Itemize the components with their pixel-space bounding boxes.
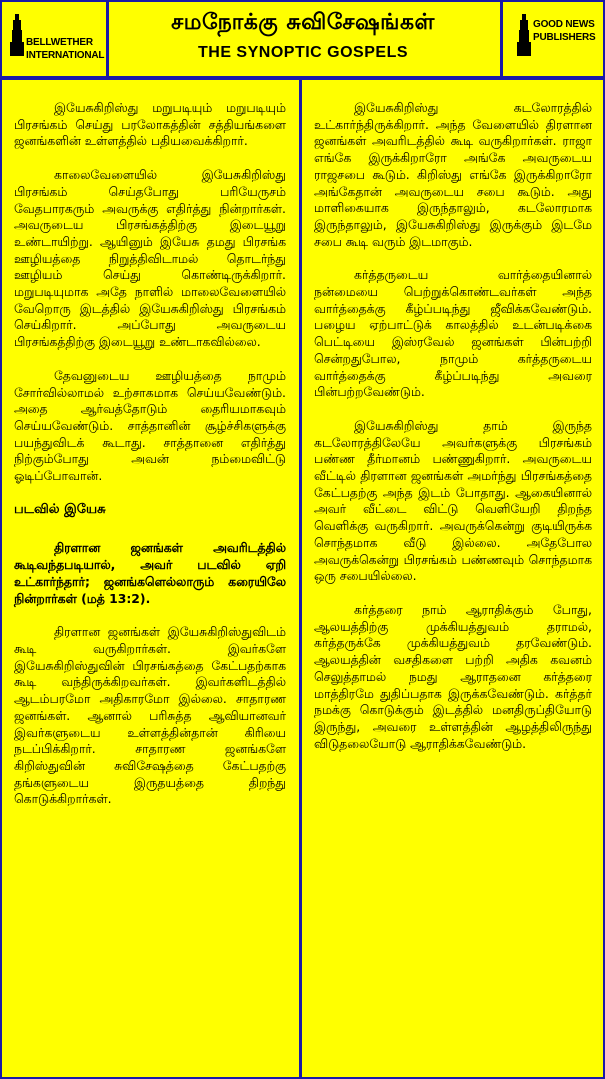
tower-icon <box>517 14 531 56</box>
header-divider <box>0 76 605 80</box>
logo-line-1: BELLWETHER <box>26 37 93 48</box>
column-divider <box>299 78 302 1079</box>
logo-line-1: GOOD NEWS <box>533 19 595 30</box>
section-heading: படவில் இயேசு <box>14 501 106 517</box>
good-news-publishers-logo <box>500 2 603 76</box>
logo-line-2: INTERNATIONAL <box>26 50 105 61</box>
paragraph: இயேசுகிறிஸ்து கடலோரத்தில் உட்கார்ந்திருக்கிறார். அந்த வேளையில் திரளான ஜனங்கள் அவரிடத்தில் கூடி வருகிறார்கள். ராஜா எங்கே இருக்கிறாரோ அங்கே அவருடைய ராஜசபை கூடும். கிறிஸ்து எங்கே இருக்கிறாரோ அங்கேதான் அவருடைய சபை கூடும். அது மாளிகையாக இருந்தாலும், கடலோரமாக இருந்தாலும், இயேசுகிறிஸ்து இருக்கும் இடமே சபை கூடி வரும் இடமாகும். <box>314 100 592 249</box>
header <box>2 2 603 76</box>
paragraph: கர்த்தரை நாம் ஆராதிக்கும் போது, ஆலயத்திற்கு முக்கியத்துவம் தராமல், கர்த்தருக்கே முக்கியத்துவம் தரவேண்டும். ஆலயத்தின் வசதிகளை பற்றி அதிக கவனம் செலுத்தாமல் நமது ஆராதனை கர்த்தரை மாத்திரமே துதிப்பதாக இருக்கவேண்டும். கர்த்தர் நமக்கு கொடுக்கும் இடத்தில் மனதிருப்தியோடு இருந்து, அவரை உள்ளத்தின் ஆழத்திலிருந்து விடுதலையோடு ஆராதிக்கவேண்டும். <box>314 601 592 751</box>
page-title-english: THE SYNOPTIC GOSPELS <box>197 44 409 61</box>
logo-line-2: PUBLISHERS <box>533 32 596 43</box>
page-title-tamil: சமநோக்கு சுவிசேஷங்கள் <box>171 10 435 35</box>
paragraph: காலைவேளையில் இயேசுகிறிஸ்து பிரசங்கம் செய்தபோது பரியேருசம் வேதபாரகரும் அவருக்கு எதிர்த்து நின்றார்கள். அவருடைய பிரசங்கத்திற்கு இடையூறு உண்டாயிற்று. ஆயினும் இயேசு தமது பிரசங்க ஊழியத்தை நிறுத்திவிடாமல் தொடர்ந்து ஊழியம் செய்து கொண்டிருக்கிறார். மறுபடியுமாக அதே நாளில் மாலைவேளையில் வேறொரு இடத்தில் இயேசுகிறிஸ்து பிரசங்கம் செய்கிறார். அப்போது அவருடைய பிரசங்கத்திற்கு இடையூறு உண்டாகவில்லை. <box>14 167 286 350</box>
scripture-quote: திரளான ஜனங்கள் அவரிடத்தில் கூடிவந்தபடியால், அவர் படவில் ஏறி உட்கார்ந்தார்; ஜனங்களெல்லாரும் கரையிலே நின்றார்கள் (மத் 13:2). <box>14 540 286 606</box>
paragraph: இயேசுகிறிஸ்து தாம் இருந்த கடலோரத்திலேயே அவர்களுக்கு பிரசங்கம் பண்ண தீர்மானம் பண்ணுகிறார். அவருடைய வீட்டில் திரளான ஜனங்கள் அமர்ந்து பிரசங்கத்தை கேட்பதற்கு அந்த இடம் போதாது. ஆகையினால் அவர் வீட்டை விட்டு வெளியேறி திறந்த வெளிக்கு வருகிறார். அவருக்கென்று குடியிருக்க சொந்தமாக வீடு இல்லை. அதேபோல அவருக்கென்று பிரசங்கம் பண்ணவும் சொந்தமாக ஒரு சபையில்லை. <box>314 417 592 584</box>
paragraph: தேவனுடைய ஊழியத்தை நாமும் சோர்வில்லாமல் உற்சாகமாக செய்யவேண்டும். அதை ஆர்வத்தோடும் தைரியமாகவும் செய்யவேண்டும். சாத்தானின் சூழ்ச்சிகளுக்கு பயந்துவிடக் கூடாது. சாத்தானை எதிர்த்து நிற்கும்போது அவன் நம்மைவிட்டு ஓடிப்போவான். <box>14 367 286 484</box>
paragraph: திரளான ஜனங்கள் இயேசுகிறிஸ்துவிடம் கூடி வருகிறார்கள். இவர்களே இயேசுகிறிஸ்துவின் பிரசங்கத்தை கேட்பதற்காக கூடி வந்திருக்கிறவர்கள். இவர்களிடத்தில் ஆடம்பரமோ அதிகாரமோ இல்லை. சாதாரண ஜனங்கள். ஆனால் பரிசுத்த ஆவியானவர் இவர்களுடைய உள்ளத்தின்தான் கிரியை நடப்பிக்கிறார். சாதாரண ஜனங்களே கிறிஸ்துவின் சுவிசேஷத்தை கேட்பதற்கு தங்களுடைய இருதயத்தை திறந்து கொடுக்கிறார்கள். <box>14 624 286 807</box>
left-column <box>14 100 286 825</box>
right-column <box>314 100 592 769</box>
title-box <box>109 2 497 76</box>
bellwether-logo <box>2 2 109 76</box>
bell-tower-icon <box>10 14 24 56</box>
paragraph: இயேசுகிறிஸ்து மறுபடியும் மறுபடியும் பிரசங்கம் செய்து பரலோகத்தின் சத்தியங்களை ஜனங்களின் உள்ளத்தில் பதியவைக்கிறார். <box>14 100 286 149</box>
paragraph: கர்த்தருடைய வார்த்தையினால் நன்மையை பெற்றுக்கொண்டவர்கள் அந்த வார்த்தைக்கு கீழ்ப்படிந்து ஜீவிக்கவேண்டும். பழைய ஏற்பாட்டுக் காலத்தில் உடன்படிக்கை பெட்டியை இஸ்ரவேல் ஜனங்கள் பின்பற்றி சென்றதுபோல, நாமும் கர்த்தருடைய வார்த்தைக்கு கீழ்ப்படிந்து அவரை பின்பற்றவேண்டும். <box>314 267 592 400</box>
